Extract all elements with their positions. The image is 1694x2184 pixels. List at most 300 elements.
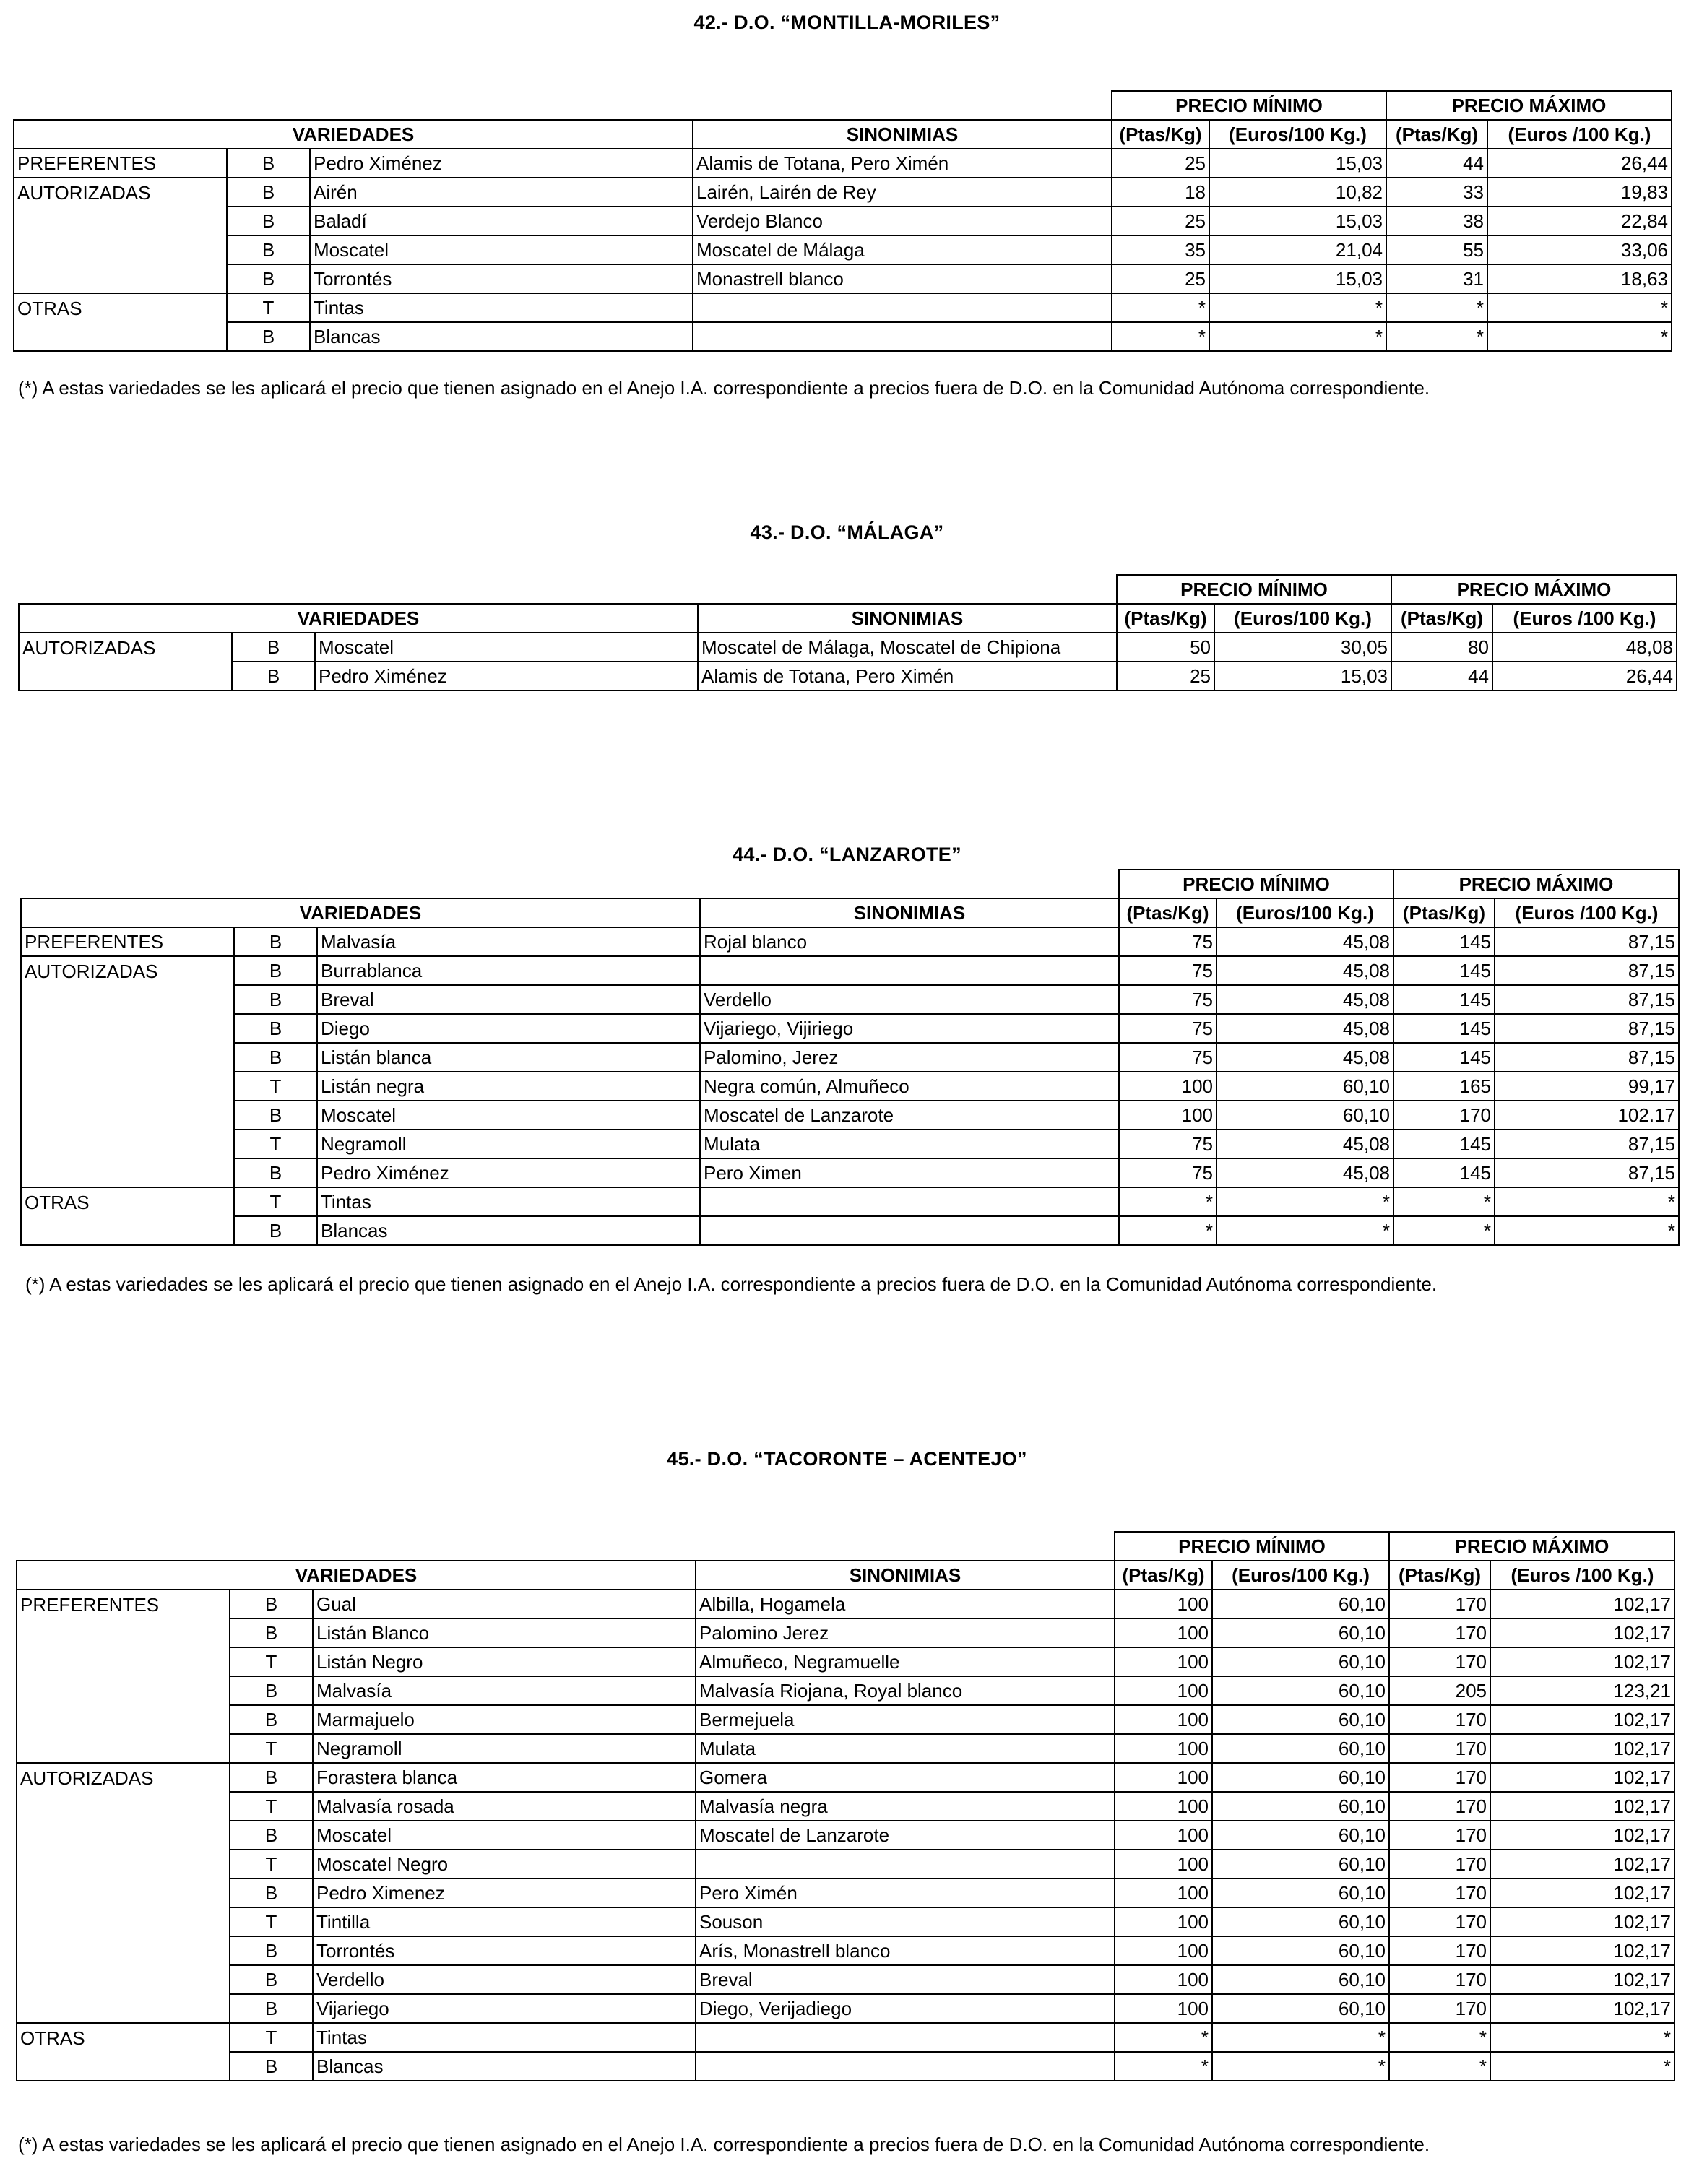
euros-max-cell: 87,15	[1495, 1014, 1679, 1043]
ptas-min-cell: *	[1115, 2023, 1212, 2052]
ptas-max-cell: 170	[1389, 1994, 1490, 2023]
ptas-max-cell: 44	[1386, 149, 1487, 178]
euros-max-cell: 19,83	[1487, 178, 1672, 207]
euros-min-header: (Euros/100 Kg.)	[1217, 898, 1393, 927]
ptas-min-cell: 75	[1119, 985, 1217, 1014]
euros-max-cell: 26,44	[1492, 662, 1677, 690]
footnote: (*) A estas variedades se les aplicará el precio que tienen asignado en el Anejo I.A. correspondiente a precios fuera de D.O. en la Comunidad Autónoma correspondiente.	[25, 1273, 1438, 1295]
ptas-max-cell: 145	[1393, 1158, 1495, 1187]
ptas-min-cell: 75	[1119, 956, 1217, 985]
header-row	[17, 1561, 1674, 1590]
euros-min-cell: 45,08	[1217, 985, 1393, 1014]
table-row	[17, 1676, 1674, 1705]
euros-min-cell: *	[1209, 322, 1386, 351]
table-row	[17, 1734, 1674, 1763]
variety-cell: Tintas	[310, 293, 693, 322]
table-row	[14, 322, 1672, 351]
table-row	[19, 633, 1677, 662]
euros-max-cell: 102,17	[1490, 1618, 1674, 1647]
euros-min-cell: 15,03	[1214, 662, 1391, 690]
table-row	[21, 956, 1679, 985]
synonym-cell: Moscatel de Lanzarote	[696, 1821, 1115, 1850]
color-cell: T	[230, 1734, 313, 1763]
color-cell: B	[230, 1763, 313, 1792]
table-row	[14, 178, 1672, 207]
synonym-cell: Vijariego, Vijiriego	[700, 1014, 1119, 1043]
category-cell	[21, 1158, 234, 1187]
euros-min-cell: 45,08	[1217, 927, 1393, 956]
variety-cell: Breval	[317, 985, 700, 1014]
ptas-min-cell: 18	[1112, 178, 1209, 207]
euros-min-cell: 21,04	[1209, 235, 1386, 264]
ptas-min-header: (Ptas/Kg)	[1115, 1561, 1212, 1590]
table-row	[17, 1850, 1674, 1878]
category-cell	[14, 207, 227, 235]
header-row	[19, 575, 1677, 604]
ptas-min-cell: 100	[1115, 1994, 1212, 2023]
euros-max-cell: *	[1495, 1216, 1679, 1245]
euros-max-cell: 87,15	[1495, 956, 1679, 985]
sinonimias-header: SINONIMIAS	[700, 898, 1119, 927]
euros-min-cell: 60,10	[1212, 1676, 1389, 1705]
synonym-cell: Palomino, Jerez	[700, 1043, 1119, 1072]
header-spacer	[19, 575, 1117, 604]
color-cell: T	[230, 1850, 313, 1878]
category-cell	[17, 1792, 230, 1821]
section-title: 45.- D.O. “TACORONTE – ACENTEJO”	[667, 1448, 1027, 1470]
ptas-max-cell: 170	[1389, 1792, 1490, 1821]
table-row	[14, 235, 1672, 264]
table-row	[19, 662, 1677, 690]
color-cell: T	[234, 1187, 317, 1216]
ptas-min-header: (Ptas/Kg)	[1119, 898, 1217, 927]
ptas-max-cell: 145	[1393, 1130, 1495, 1158]
variety-cell: Pedro Ximenez	[313, 1878, 696, 1907]
variety-cell: Negramoll	[317, 1130, 700, 1158]
color-cell: B	[230, 1590, 313, 1618]
ptas-max-cell: 145	[1393, 1014, 1495, 1043]
synonym-cell: Malvasía negra	[696, 1792, 1115, 1821]
precio-minimo-header: PRECIO MÍNIMO	[1112, 91, 1386, 120]
ptas-min-cell: 25	[1117, 662, 1214, 690]
category-cell	[17, 1618, 230, 1647]
ptas-max-cell: *	[1386, 322, 1487, 351]
color-cell: B	[234, 1043, 317, 1072]
color-cell: B	[234, 985, 317, 1014]
color-cell: T	[230, 2023, 313, 2052]
euros-max-cell: 102.17	[1495, 1101, 1679, 1130]
ptas-max-cell: 44	[1391, 662, 1492, 690]
ptas-max-cell: 170	[1389, 1705, 1490, 1734]
variedades-header: VARIEDADES	[17, 1561, 696, 1590]
euros-max-cell: 102,17	[1490, 1994, 1674, 2023]
sinonimias-header: SINONIMIAS	[698, 604, 1117, 633]
table-row	[14, 149, 1672, 178]
ptas-min-cell: 100	[1115, 1647, 1212, 1676]
euros-min-cell: 60,10	[1212, 1936, 1389, 1965]
ptas-min-cell: *	[1115, 2052, 1212, 2081]
header-row	[14, 91, 1672, 120]
category-cell: OTRAS	[14, 293, 227, 322]
ptas-max-cell: *	[1393, 1187, 1495, 1216]
ptas-min-cell: 75	[1119, 927, 1217, 956]
variety-cell: Malvasía rosada	[313, 1792, 696, 1821]
euros-min-cell: *	[1209, 293, 1386, 322]
euros-max-cell: 102,17	[1490, 1878, 1674, 1907]
table-row	[17, 1763, 1674, 1792]
color-cell: T	[230, 1647, 313, 1676]
euros-max-header: (Euros /100 Kg.)	[1492, 604, 1677, 633]
euros-max-cell: 48,08	[1492, 633, 1677, 662]
ptas-min-cell: 25	[1112, 149, 1209, 178]
euros-min-cell: 60,10	[1212, 1821, 1389, 1850]
euros-min-cell: *	[1217, 1187, 1393, 1216]
ptas-min-cell: 100	[1115, 1618, 1212, 1647]
synonym-cell: Mulata	[700, 1130, 1119, 1158]
variety-cell: Torrontés	[310, 264, 693, 293]
ptas-max-cell: 170	[1389, 1821, 1490, 1850]
precio-maximo-header: PRECIO MÁXIMO	[1393, 870, 1679, 898]
color-cell: B	[230, 1618, 313, 1647]
category-cell	[17, 1907, 230, 1936]
variedades-header: VARIEDADES	[19, 604, 698, 633]
ptas-min-cell: 100	[1115, 1878, 1212, 1907]
euros-min-cell: 45,08	[1217, 1158, 1393, 1187]
ptas-max-header: (Ptas/Kg)	[1393, 898, 1495, 927]
synonym-cell: Alamis de Totana, Pero Ximén	[693, 149, 1112, 178]
variety-cell: Tintas	[313, 2023, 696, 2052]
color-cell: B	[227, 207, 310, 235]
variety-cell: Blancas	[317, 1216, 700, 1245]
table-row	[17, 1878, 1674, 1907]
color-cell: B	[234, 1158, 317, 1187]
category-cell: OTRAS	[17, 2023, 230, 2052]
ptas-max-cell: 170	[1393, 1101, 1495, 1130]
ptas-min-cell: 75	[1119, 1043, 1217, 1072]
color-cell: B	[230, 1676, 313, 1705]
header-row	[19, 604, 1677, 633]
header-spacer	[17, 1532, 1115, 1561]
precio-minimo-header: PRECIO MÍNIMO	[1117, 575, 1391, 604]
euros-max-cell: 87,15	[1495, 1130, 1679, 1158]
color-cell: B	[234, 927, 317, 956]
euros-max-cell: 102,17	[1490, 1792, 1674, 1821]
ptas-min-cell: 100	[1119, 1101, 1217, 1130]
synonym-cell	[700, 1187, 1119, 1216]
variety-cell: Diego	[317, 1014, 700, 1043]
category-cell: OTRAS	[21, 1187, 234, 1216]
euros-min-cell: 45,08	[1217, 1130, 1393, 1158]
synonym-cell	[696, 2052, 1115, 2081]
euros-max-cell: 99,17	[1495, 1072, 1679, 1101]
table-row	[17, 1965, 1674, 1994]
euros-min-cell: *	[1212, 2023, 1389, 2052]
category-cell	[17, 1676, 230, 1705]
euros-max-cell: 102,17	[1490, 1907, 1674, 1936]
header-row	[21, 870, 1679, 898]
table-row	[14, 293, 1672, 322]
euros-max-cell: 18,63	[1487, 264, 1672, 293]
category-cell	[17, 1965, 230, 1994]
euros-max-cell: *	[1490, 2052, 1674, 2081]
euros-min-cell: 60,10	[1212, 1590, 1389, 1618]
synonym-cell: Verdejo Blanco	[693, 207, 1112, 235]
table-row	[17, 2023, 1674, 2052]
ptas-min-cell: 100	[1115, 1850, 1212, 1878]
euros-min-cell: 60,10	[1212, 1618, 1389, 1647]
color-cell: B	[234, 1216, 317, 1245]
header-spacer	[21, 870, 1119, 898]
table-row	[21, 1014, 1679, 1043]
ptas-min-cell: 25	[1112, 207, 1209, 235]
variety-cell: Listán blanca	[317, 1043, 700, 1072]
table-row	[17, 1994, 1674, 2023]
price-table	[18, 574, 1677, 691]
variety-cell: Listán Blanco	[313, 1618, 696, 1647]
ptas-max-cell: 55	[1386, 235, 1487, 264]
color-cell: T	[230, 1792, 313, 1821]
euros-max-cell: 102,17	[1490, 1936, 1674, 1965]
euros-max-header: (Euros /100 Kg.)	[1495, 898, 1679, 927]
synonym-cell: Pero Ximen	[700, 1158, 1119, 1187]
euros-min-cell: 60,10	[1217, 1072, 1393, 1101]
color-cell: T	[234, 1072, 317, 1101]
table-row	[17, 1590, 1674, 1618]
color-cell: T	[230, 1907, 313, 1936]
header-row	[17, 1532, 1674, 1561]
euros-min-cell: 60,10	[1212, 1792, 1389, 1821]
variety-cell: Pedro Ximénez	[315, 662, 698, 690]
ptas-max-header: (Ptas/Kg)	[1386, 120, 1487, 149]
euros-max-header: (Euros /100 Kg.)	[1487, 120, 1672, 149]
category-cell: AUTORIZADAS	[17, 1763, 230, 1792]
variety-cell: Blancas	[310, 322, 693, 351]
category-cell	[21, 1101, 234, 1130]
synonym-cell: Diego, Verijadiego	[696, 1994, 1115, 2023]
category-cell	[17, 1878, 230, 1907]
euros-max-cell: 87,15	[1495, 927, 1679, 956]
table-row	[17, 1618, 1674, 1647]
ptas-max-cell: 170	[1389, 1734, 1490, 1763]
category-cell	[21, 985, 234, 1014]
euros-max-cell: 102,17	[1490, 1647, 1674, 1676]
synonym-cell: Negra común, Almuñeco	[700, 1072, 1119, 1101]
category-cell	[19, 662, 232, 690]
color-cell: B	[227, 264, 310, 293]
euros-max-cell: *	[1487, 293, 1672, 322]
euros-min-cell: 60,10	[1212, 1965, 1389, 1994]
euros-min-cell: 60,10	[1212, 1647, 1389, 1676]
color-cell: B	[232, 633, 315, 662]
ptas-max-header: (Ptas/Kg)	[1389, 1561, 1490, 1590]
ptas-max-cell: 145	[1393, 1043, 1495, 1072]
variety-cell: Tintilla	[313, 1907, 696, 1936]
synonym-cell: Mulata	[696, 1734, 1115, 1763]
ptas-max-cell: *	[1386, 293, 1487, 322]
category-cell	[17, 1936, 230, 1965]
synonym-cell	[693, 322, 1112, 351]
ptas-max-cell: 170	[1389, 1965, 1490, 1994]
ptas-min-cell: 100	[1115, 1821, 1212, 1850]
ptas-max-cell: 145	[1393, 985, 1495, 1014]
euros-max-cell: 102,17	[1490, 1705, 1674, 1734]
variety-cell: Tintas	[317, 1187, 700, 1216]
synonym-cell: Albilla, Hogamela	[696, 1590, 1115, 1618]
euros-min-cell: 45,08	[1217, 1043, 1393, 1072]
euros-min-cell: 60,10	[1212, 1734, 1389, 1763]
variety-cell: Moscatel	[313, 1821, 696, 1850]
euros-max-cell: *	[1495, 1187, 1679, 1216]
euros-max-cell: 87,15	[1495, 1158, 1679, 1187]
variety-cell: Malvasía	[313, 1676, 696, 1705]
header-row	[14, 120, 1672, 149]
euros-min-cell: 15,03	[1209, 264, 1386, 293]
color-cell: B	[227, 149, 310, 178]
sinonimias-header: SINONIMIAS	[693, 120, 1112, 149]
color-cell: T	[234, 1130, 317, 1158]
ptas-max-header: (Ptas/Kg)	[1391, 604, 1492, 633]
euros-min-cell: 15,03	[1209, 207, 1386, 235]
ptas-min-cell: 100	[1115, 1965, 1212, 1994]
euros-max-cell: 102,17	[1490, 1590, 1674, 1618]
synonym-cell: Alamis de Totana, Pero Ximén	[698, 662, 1117, 690]
euros-max-cell: 87,15	[1495, 985, 1679, 1014]
ptas-max-cell: 145	[1393, 927, 1495, 956]
category-cell: PREFERENTES	[17, 1590, 230, 1618]
category-cell	[17, 2052, 230, 2081]
category-cell	[14, 322, 227, 351]
table-row	[21, 1158, 1679, 1187]
variety-cell: Pedro Ximénez	[317, 1158, 700, 1187]
variety-cell: Listán negra	[317, 1072, 700, 1101]
synonym-cell: Palomino Jerez	[696, 1618, 1115, 1647]
synonym-cell: Moscatel de Málaga	[693, 235, 1112, 264]
ptas-max-cell: 170	[1389, 1907, 1490, 1936]
euros-max-cell: 87,15	[1495, 1043, 1679, 1072]
euros-max-cell: 22,84	[1487, 207, 1672, 235]
precio-maximo-header: PRECIO MÁXIMO	[1391, 575, 1677, 604]
variety-cell: Blancas	[313, 2052, 696, 2081]
ptas-min-cell: 35	[1112, 235, 1209, 264]
ptas-min-cell: 75	[1119, 1130, 1217, 1158]
ptas-min-cell: 100	[1115, 1734, 1212, 1763]
variety-cell: Gual	[313, 1590, 696, 1618]
category-cell: PREFERENTES	[14, 149, 227, 178]
euros-min-cell: 60,10	[1212, 1907, 1389, 1936]
euros-min-header: (Euros/100 Kg.)	[1214, 604, 1391, 633]
euros-max-cell: 102,17	[1490, 1965, 1674, 1994]
ptas-max-cell: 170	[1389, 1936, 1490, 1965]
ptas-max-cell: 31	[1386, 264, 1487, 293]
synonym-cell: Lairén, Lairén de Rey	[693, 178, 1112, 207]
table-row	[21, 1216, 1679, 1245]
color-cell: B	[232, 662, 315, 690]
table-row	[17, 1647, 1674, 1676]
color-cell: B	[230, 1705, 313, 1734]
ptas-max-cell: 170	[1389, 1618, 1490, 1647]
variety-cell: Malvasía	[317, 927, 700, 956]
variedades-header: VARIEDADES	[21, 898, 700, 927]
category-cell: AUTORIZADAS	[14, 178, 227, 207]
ptas-max-cell: 145	[1393, 956, 1495, 985]
price-table	[16, 1531, 1675, 2081]
euros-min-cell: 60,10	[1212, 1994, 1389, 2023]
table-row	[21, 927, 1679, 956]
euros-min-cell: 45,08	[1217, 1014, 1393, 1043]
table-row	[14, 207, 1672, 235]
variety-cell: Marmajuelo	[313, 1705, 696, 1734]
ptas-min-cell: 100	[1115, 1763, 1212, 1792]
euros-max-cell: *	[1490, 2023, 1674, 2052]
variety-cell: Forastera blanca	[313, 1763, 696, 1792]
color-cell: B	[230, 1994, 313, 2023]
variety-cell: Listán Negro	[313, 1647, 696, 1676]
synonym-cell: Souson	[696, 1907, 1115, 1936]
precio-maximo-header: PRECIO MÁXIMO	[1386, 91, 1672, 120]
category-cell	[21, 1014, 234, 1043]
precio-minimo-header: PRECIO MÍNIMO	[1119, 870, 1393, 898]
euros-min-cell: 15,03	[1209, 149, 1386, 178]
ptas-max-cell: 170	[1389, 1590, 1490, 1618]
ptas-max-cell: 33	[1386, 178, 1487, 207]
synonym-cell	[696, 1850, 1115, 1878]
ptas-min-cell: 50	[1117, 633, 1214, 662]
euros-max-cell: 33,06	[1487, 235, 1672, 264]
synonym-cell	[696, 2023, 1115, 2052]
color-cell: B	[230, 1878, 313, 1907]
ptas-min-cell: *	[1112, 322, 1209, 351]
color-cell: B	[230, 2052, 313, 2081]
ptas-max-cell: 38	[1386, 207, 1487, 235]
euros-max-cell: 123,21	[1490, 1676, 1674, 1705]
ptas-min-cell: 100	[1115, 1590, 1212, 1618]
category-cell	[21, 1043, 234, 1072]
euros-min-cell: 60,10	[1212, 1850, 1389, 1878]
color-cell: T	[227, 293, 310, 322]
ptas-max-cell: 170	[1389, 1850, 1490, 1878]
category-cell	[21, 1216, 234, 1245]
color-cell: B	[227, 178, 310, 207]
category-cell	[17, 1821, 230, 1850]
category-cell	[14, 235, 227, 264]
variety-cell: Torrontés	[313, 1936, 696, 1965]
euros-max-cell: 102,17	[1490, 1763, 1674, 1792]
variety-cell: Burrablanca	[317, 956, 700, 985]
ptas-min-header: (Ptas/Kg)	[1112, 120, 1209, 149]
ptas-max-cell: *	[1389, 2023, 1490, 2052]
euros-max-cell: *	[1487, 322, 1672, 351]
synonym-cell: Malvasía Riojana, Royal blanco	[696, 1676, 1115, 1705]
ptas-min-cell: 75	[1119, 1014, 1217, 1043]
euros-min-cell: 60,10	[1212, 1878, 1389, 1907]
table-row	[14, 264, 1672, 293]
category-cell	[14, 264, 227, 293]
synonym-cell	[693, 293, 1112, 322]
table-row	[21, 1043, 1679, 1072]
euros-min-cell: *	[1212, 2052, 1389, 2081]
variety-cell: Moscatel	[310, 235, 693, 264]
table-row	[17, 1821, 1674, 1850]
euros-max-cell: 102,17	[1490, 1850, 1674, 1878]
price-table	[13, 90, 1672, 352]
table-row	[21, 1130, 1679, 1158]
variety-cell: Airén	[310, 178, 693, 207]
euros-min-header: (Euros/100 Kg.)	[1212, 1561, 1389, 1590]
euros-max-cell: 26,44	[1487, 149, 1672, 178]
table-row	[21, 1187, 1679, 1216]
sinonimias-header: SINONIMIAS	[696, 1561, 1115, 1590]
category-cell	[21, 1072, 234, 1101]
